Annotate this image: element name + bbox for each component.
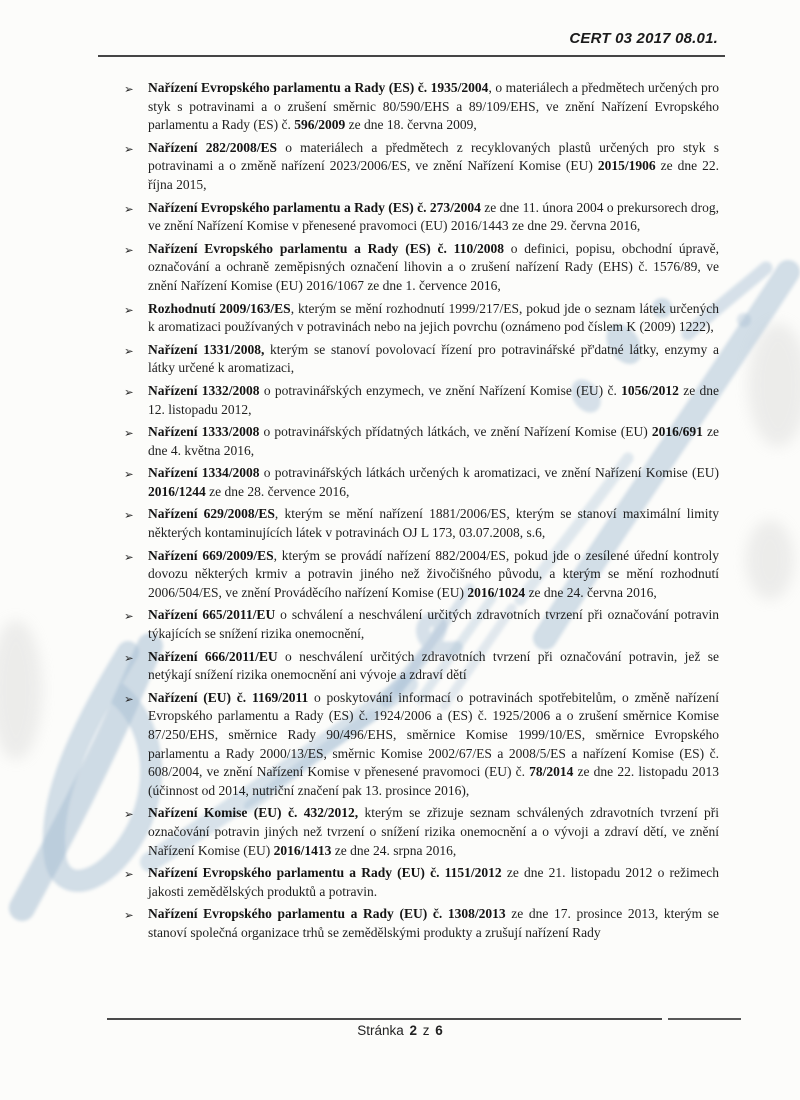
bullet-arrow-icon: ➢ [124, 807, 134, 822]
list-item [123, 423, 719, 460]
bullet-arrow-icon: ➢ [124, 242, 134, 257]
list-item [123, 505, 719, 542]
list-item [123, 547, 719, 603]
item-text: Nařízení Evropského parlamentu a Rady (ES) č. 110/2008 o definici, popisu, obchodní úpravě, označování a ochraně zeměpisných označení lihovin a o zrušení nařízení Rady (EHS) č. 1576/89, ve znění Nařízení Komise (EU) 2016/1067 ze dne 1. července 2016, [148, 240, 720, 293]
bullet-arrow-icon: ➢ [124, 467, 134, 482]
item-text: Nařízení 669/2009/ES, kterým se provádí nařízení 882/2004/ES, pokud jde o zesílené úřední kontroly dovozu některých krmiv a potravin jiného než živočišného původu, a kterým se mění rozhodnutí 2006/504/ES, ve znění Prováděcího nařízení Komise (EU) 2016/1024 ze dne 24. června 2016, [148, 547, 719, 600]
footer-total-pages: 6 [435, 1023, 443, 1038]
footer-rule [107, 1018, 662, 1020]
item-text: Nařízení Evropského parlamentu a Rady (ES) č. 1935/2004, o materiálech a předmětech určených pro styk s potravinami a o zrušení směrnic 80/590/EHS a 89/109/EHS, ve znění Nařízení Evropského parlamentu a Rady (ES) č. 596/2009 ze dne 18. června 2009, [148, 80, 719, 133]
bullet-arrow-icon: ➢ [124, 508, 134, 523]
bullet-arrow-icon: ➢ [124, 609, 134, 624]
bullet-arrow-icon: ➢ [124, 908, 134, 923]
item-text: Nařízení 665/2011/EU o schválení a neschválení určitých zdravotních tvrzení při označování potravin týkajících se snížení rizika onemocnění, [148, 607, 719, 642]
item-text: Nařízení 1331/2008, kterým se stanoví povolovací řízení pro potravinářské př'datné látky, enzymy a látky určené k aromatizaci, [148, 341, 719, 376]
footer-of-word: z [422, 1023, 430, 1038]
bullet-arrow-icon: ➢ [124, 650, 134, 665]
header-rule [98, 55, 725, 57]
bullet-arrow-icon: ➢ [124, 201, 134, 216]
list-item [123, 648, 719, 685]
list-item [123, 804, 719, 860]
item-text: Nařízení 1332/2008 o potravinářských enzymech, ve znění Nařízení Komise (EU) č. 1056/2012 ze dne 12. listopadu 2012, [148, 382, 719, 417]
item-text: Nařízení 1333/2008 o potravinářských přídatných látkách, ve znění Nařízení Komise (EU) 2016/691 ze dne 4. května 2016, [148, 424, 719, 458]
item-text: Nařízení Komise (EU) č. 432/2012, kterým se zřizuje seznam schválených zdravotních tvrzení při označování potravin jiných než tvrzení o snížení rizika onemocnění a o vývoji a zdraví dětí, ve znění Nařízení Komise (EU) 2016/1413 ze dne 24. srpna 2016, [148, 805, 719, 858]
item-text: Nařízení 1334/2008 o potravinářských látkách určených k aromatizaci, ve znění Nařízení Komise (EU) 2016/1244 ze dne 28. července 2016, [148, 465, 719, 499]
item-text: Nařízení 629/2008/ES, kterým se mění nařízení 1881/2006/ES, kterým se stanoví maximální limity některých kontaminujících látek v potravinách OJ L 173, 03.07.2008, s.6, [148, 506, 719, 541]
list-item [123, 300, 719, 337]
item-text: Nařízení 666/2011/EU o neschválení určitých zdravotních tvrzení při označování potravin, jež se netýkají snížení rizika onemocnění ani vývoje a zdraví dětí [148, 648, 720, 683]
bullet-arrow-icon: ➢ [124, 384, 134, 399]
item-text: Rozhodnutí 2009/163/ES, kterým se mění rozhodnutí 1999/217/ES, pokud jde o seznam látek určených k aromatizaci používaných v potravinách nebo na jejich povrchu (oznámeno pod číslem K (2009) 1222), [148, 300, 719, 335]
item-text: Nařízení Evropského parlamentu a Rady (ES) č. 273/2004 ze dne 11. února 2004 o prekursorech drog, ve znění Nařízení Komise v přenesené pravomoci (EU) 2016/1443 ze dne 29. června 2016, [148, 199, 719, 234]
bullet-arrow-icon: ➢ [124, 549, 134, 564]
bullet-arrow-icon: ➢ [124, 426, 134, 441]
regulation-list [123, 79, 719, 947]
list-item [123, 240, 719, 296]
header-doc-code: CERT 03 2017 08.01. [569, 30, 718, 47]
footer-rule-short-segment [668, 1018, 741, 1020]
item-text: Nařízení 282/2008/ES o materiálech a předmětech z recyklovaných plastů určených pro styk s potravinami a o změně nařízení 2023/2006/ES, ve znění Nařízení Komise (EU) 2015/1906 ze dne 22. října 2015, [148, 139, 720, 192]
list-item [123, 864, 719, 901]
list-item [123, 689, 719, 801]
item-text: Nařízení Evropského parlamentu a Rady (EU) č. 1308/2013 ze dne 17. prosince 2013, kterým se stanoví společná organizace trhů se zemědělskými produkty a zrušují nařízení Rady [148, 906, 719, 940]
item-text: Nařízení Evropského parlamentu a Rady (EU) č. 1151/2012 ze dne 21. listopadu 2012 o režimech jakosti zemědělských produktů a potravin. [148, 865, 719, 899]
bullet-arrow-icon: ➢ [124, 82, 134, 96]
list-item [123, 139, 719, 195]
list-item [123, 79, 719, 135]
list-item [123, 341, 719, 378]
bullet-arrow-icon: ➢ [124, 343, 134, 358]
bullet-arrow-icon: ➢ [124, 867, 134, 882]
bullet-arrow-icon: ➢ [124, 691, 134, 706]
footer-page-word: Stránka [357, 1023, 404, 1038]
page-footer [0, 1023, 800, 1038]
item-text: Nařízení (EU) č. 1169/2011 o poskytování informací o potravinách spotřebitelům, o změně nařízení Evropského parlamentu a Rady (ES) č. 1924/2006 a (ES) č. 1925/2006 a o zrušení směrnice Komise 87/250/EHS, směrnice Rady 90/496/EHS, směrnice Komise 1999/10/ES, směrnice Evropského parlamentu a Rady 2000/13/ES, směrnic Komise 2002/67/ES a 2008/5/ES a nařízení Komise (ES) č. 608/2004, ve znění Nařízení Komise v přenesené pravomoci (EU) č. 78/2014 ze dne 22. listopadu 2013 (účinnost od 2014, nutriční značení pak 13. prosince 2016), [148, 689, 719, 798]
list-item [123, 464, 719, 501]
list-item [123, 199, 719, 236]
list-item [123, 382, 719, 419]
footer-page-number: 2 [409, 1023, 417, 1038]
bullet-arrow-icon: ➢ [124, 141, 134, 156]
list-item [123, 905, 719, 942]
bullet-arrow-icon: ➢ [124, 302, 134, 317]
list-item [123, 606, 719, 643]
